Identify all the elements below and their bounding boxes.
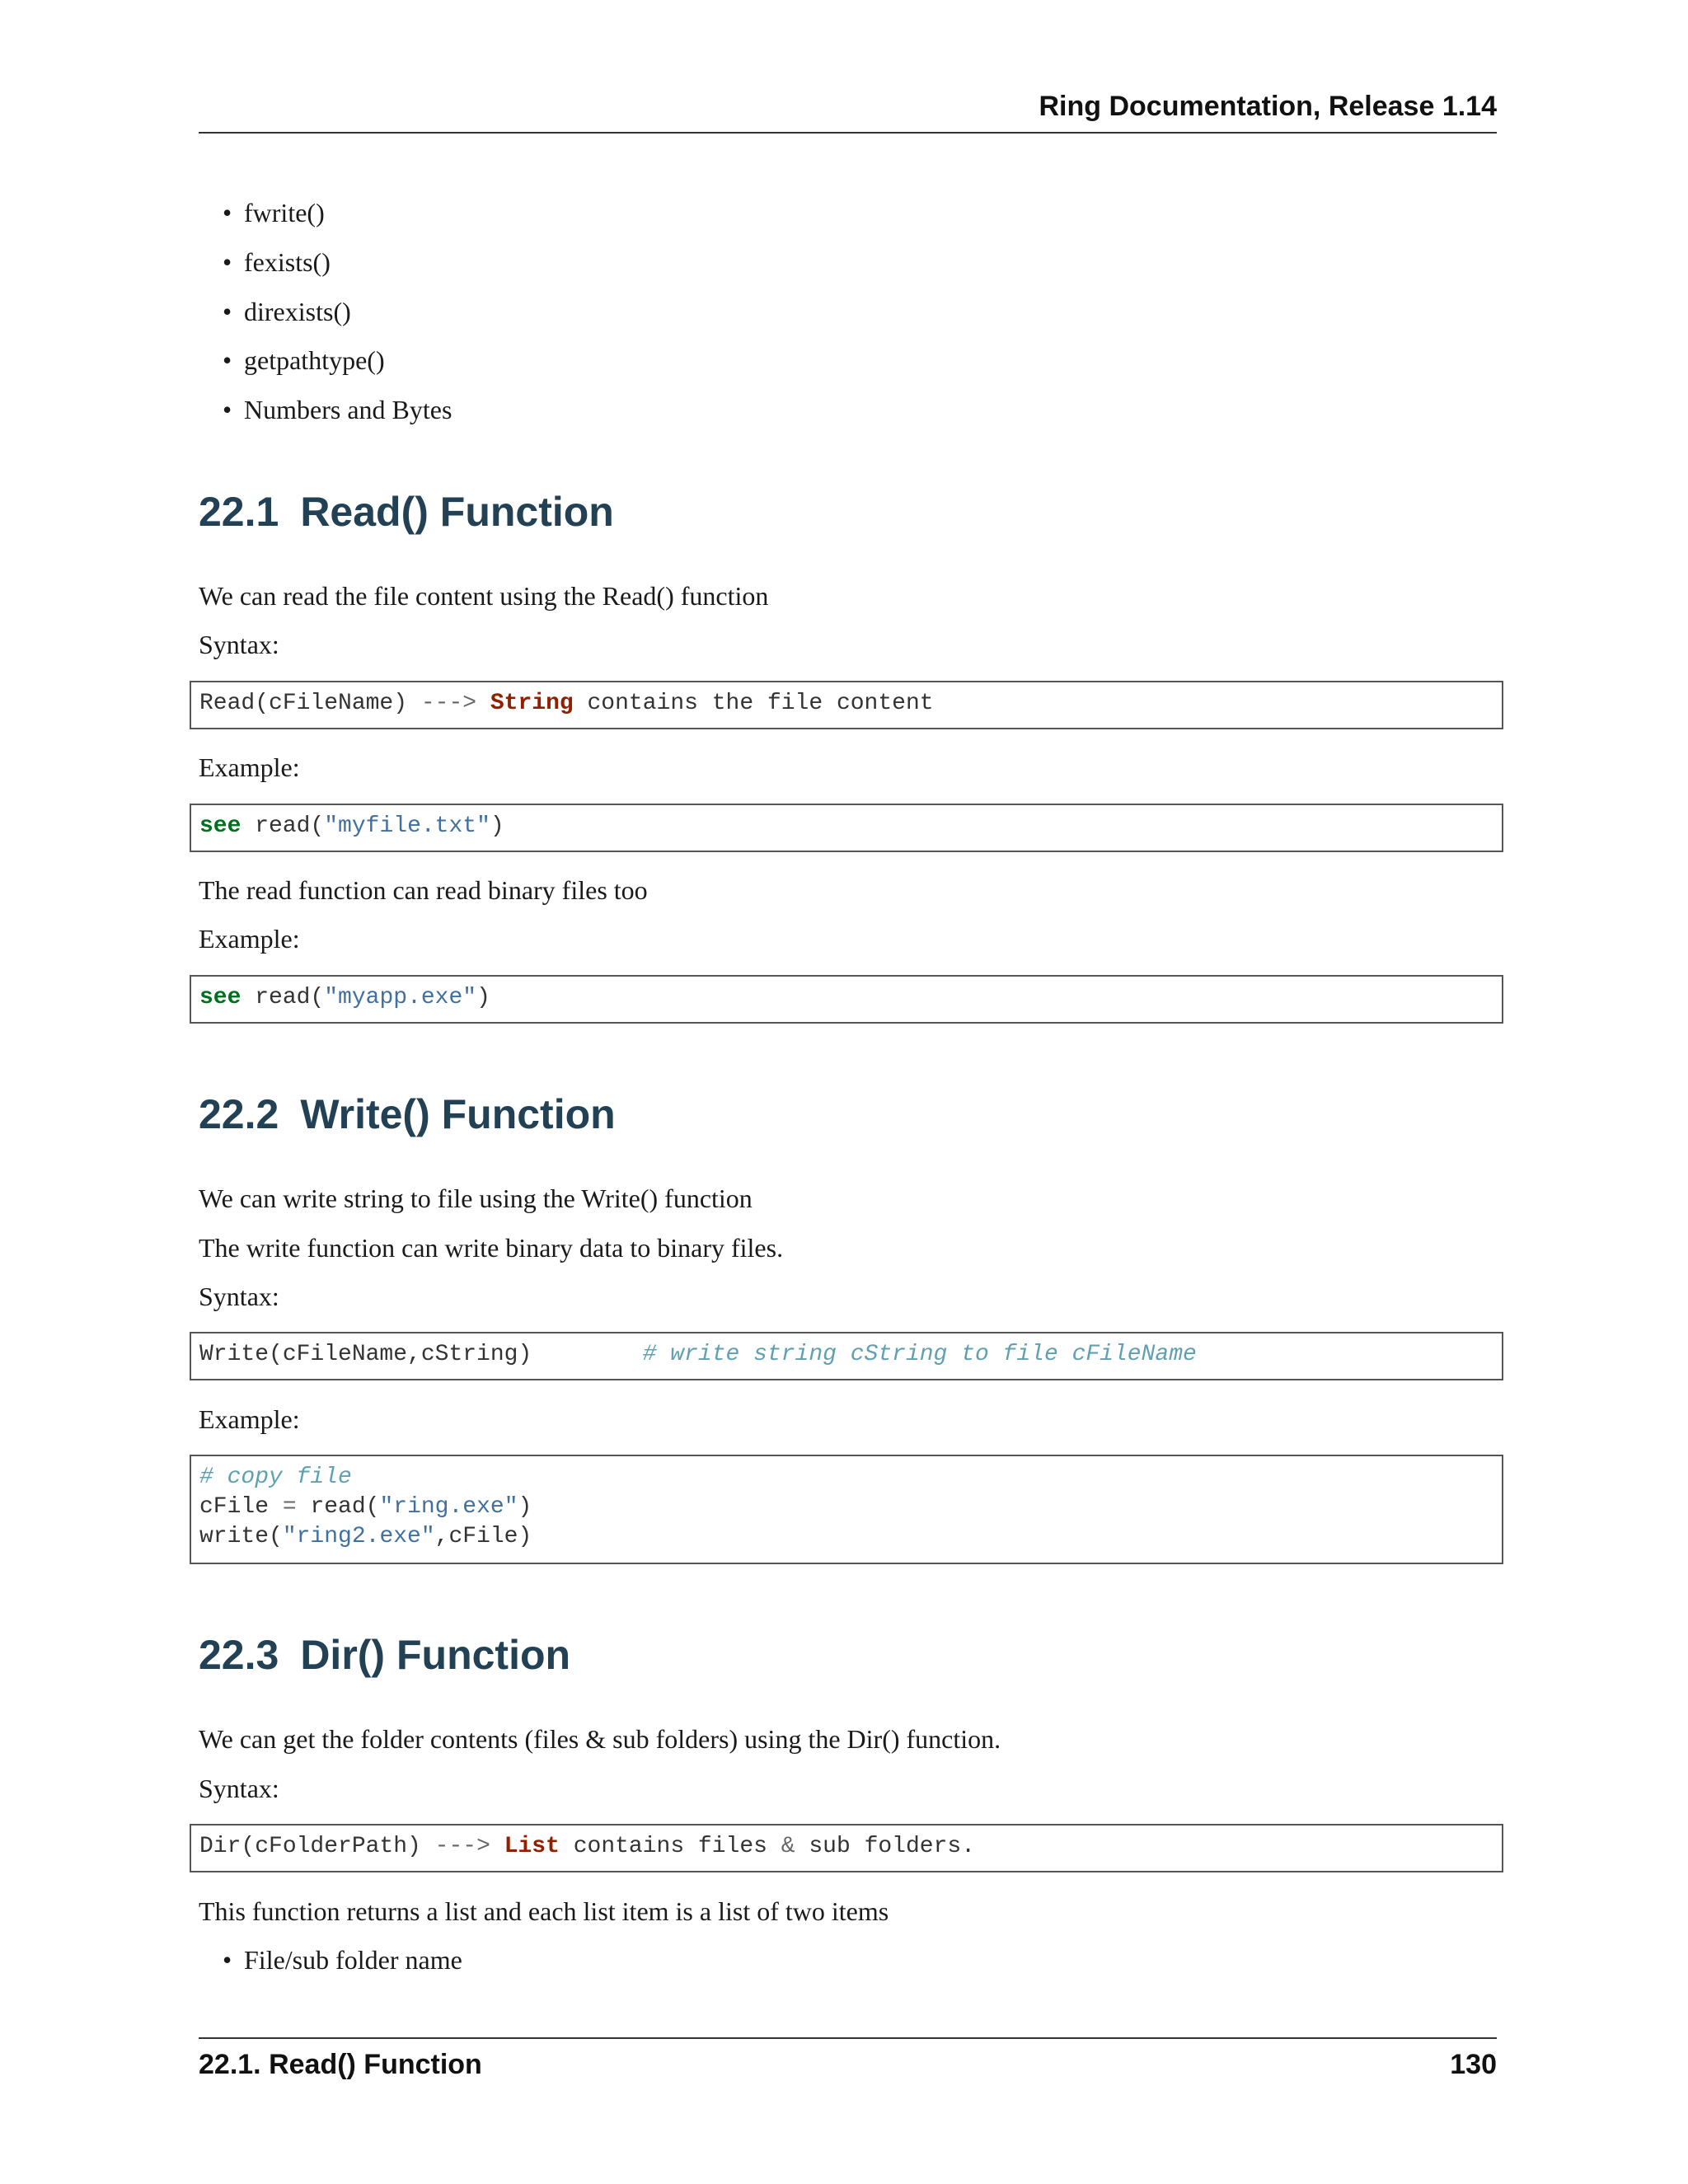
code-text: Write(cFileName,cString) bbox=[199, 1342, 532, 1367]
code-text: contains files bbox=[559, 1834, 781, 1859]
section-heading-write bbox=[199, 1090, 616, 1138]
code-text: cFile bbox=[199, 1494, 283, 1520]
paragraph: We can write string to file using the Write() function bbox=[199, 1183, 753, 1213]
code-text: read( bbox=[296, 1494, 380, 1520]
code-text: read( bbox=[241, 985, 325, 1010]
example-label: Example: bbox=[199, 1404, 300, 1434]
code-text bbox=[532, 1342, 642, 1367]
code-keyword: see bbox=[199, 985, 241, 1010]
list-item: • direxists() bbox=[244, 297, 351, 327]
section-heading-dir bbox=[199, 1631, 570, 1679]
list-item: • Numbers and Bytes bbox=[244, 395, 452, 425]
code-block bbox=[190, 975, 1503, 1024]
section-title: Read() Function bbox=[300, 489, 614, 535]
code-keyword: String bbox=[490, 691, 574, 716]
section-heading-read bbox=[199, 488, 614, 536]
code-comment: # write string cString to file cFileName bbox=[642, 1342, 1197, 1367]
paragraph: We can get the folder contents (files & sub folders) using the Dir() function. bbox=[199, 1724, 1001, 1754]
code-text: ) bbox=[518, 1494, 532, 1520]
code-block bbox=[190, 1824, 1503, 1872]
page-header bbox=[199, 91, 1497, 134]
page-footer bbox=[199, 2037, 1497, 2088]
code-operator: = bbox=[282, 1494, 297, 1520]
code-text: read( bbox=[241, 813, 325, 839]
section-number: 22.1 bbox=[199, 489, 279, 535]
code-text: Read(cFileName) bbox=[199, 691, 421, 716]
code-keyword: see bbox=[199, 813, 241, 839]
list-item: • getpathtype() bbox=[244, 345, 385, 376]
example-label: Example: bbox=[199, 924, 300, 954]
code-string: "myfile.txt" bbox=[324, 813, 490, 839]
section-title: Dir() Function bbox=[300, 1632, 571, 1678]
example-label: Example: bbox=[199, 752, 300, 782]
paragraph: The write function can write binary data to binary files. bbox=[199, 1233, 784, 1263]
section-number: 22.2 bbox=[199, 1091, 279, 1137]
list-item: • fexists() bbox=[244, 247, 331, 278]
code-comment: # copy file bbox=[199, 1465, 352, 1490]
page-number: 130 bbox=[1450, 2049, 1497, 2080]
list-item: • File/sub folder name bbox=[244, 1945, 462, 1975]
section-title: Write() Function bbox=[300, 1091, 616, 1137]
code-operator: & bbox=[781, 1834, 795, 1859]
syntax-label: Syntax: bbox=[199, 630, 279, 659]
code-keyword: List bbox=[504, 1834, 560, 1859]
code-text: ,cFile) bbox=[434, 1524, 532, 1549]
syntax-label: Syntax: bbox=[199, 1282, 279, 1311]
paragraph: This function returns a list and each list item is a list of two items bbox=[199, 1896, 889, 1926]
code-string: "myapp.exe" bbox=[324, 985, 477, 1010]
code-block bbox=[190, 804, 1503, 852]
code-block bbox=[190, 681, 1503, 729]
footer-section: 22.1. Read() Function bbox=[199, 2049, 482, 2080]
list-item: • fwrite() bbox=[244, 198, 325, 228]
syntax-label: Syntax: bbox=[199, 1774, 279, 1803]
code-text: Dir(cFolderPath) bbox=[199, 1834, 435, 1859]
section-number: 22.3 bbox=[199, 1632, 279, 1678]
paragraph: We can read the file content using the Read() function bbox=[199, 581, 769, 611]
code-text: write( bbox=[199, 1524, 283, 1549]
code-text: ) bbox=[476, 985, 490, 1010]
code-text: sub folders. bbox=[795, 1834, 975, 1859]
code-text: contains the file content bbox=[573, 691, 934, 716]
paragraph: The read function can read binary files too bbox=[199, 875, 648, 905]
code-operator: ---> bbox=[434, 1834, 490, 1859]
code-string: "ring.exe" bbox=[379, 1494, 518, 1520]
document-title: Ring Documentation, Release 1.14 bbox=[1039, 91, 1497, 122]
code-string: "ring2.exe" bbox=[282, 1524, 435, 1549]
code-block bbox=[190, 1332, 1503, 1380]
code-operator: ---> bbox=[420, 691, 477, 716]
code-text: ) bbox=[490, 813, 504, 839]
code-block bbox=[190, 1455, 1503, 1564]
